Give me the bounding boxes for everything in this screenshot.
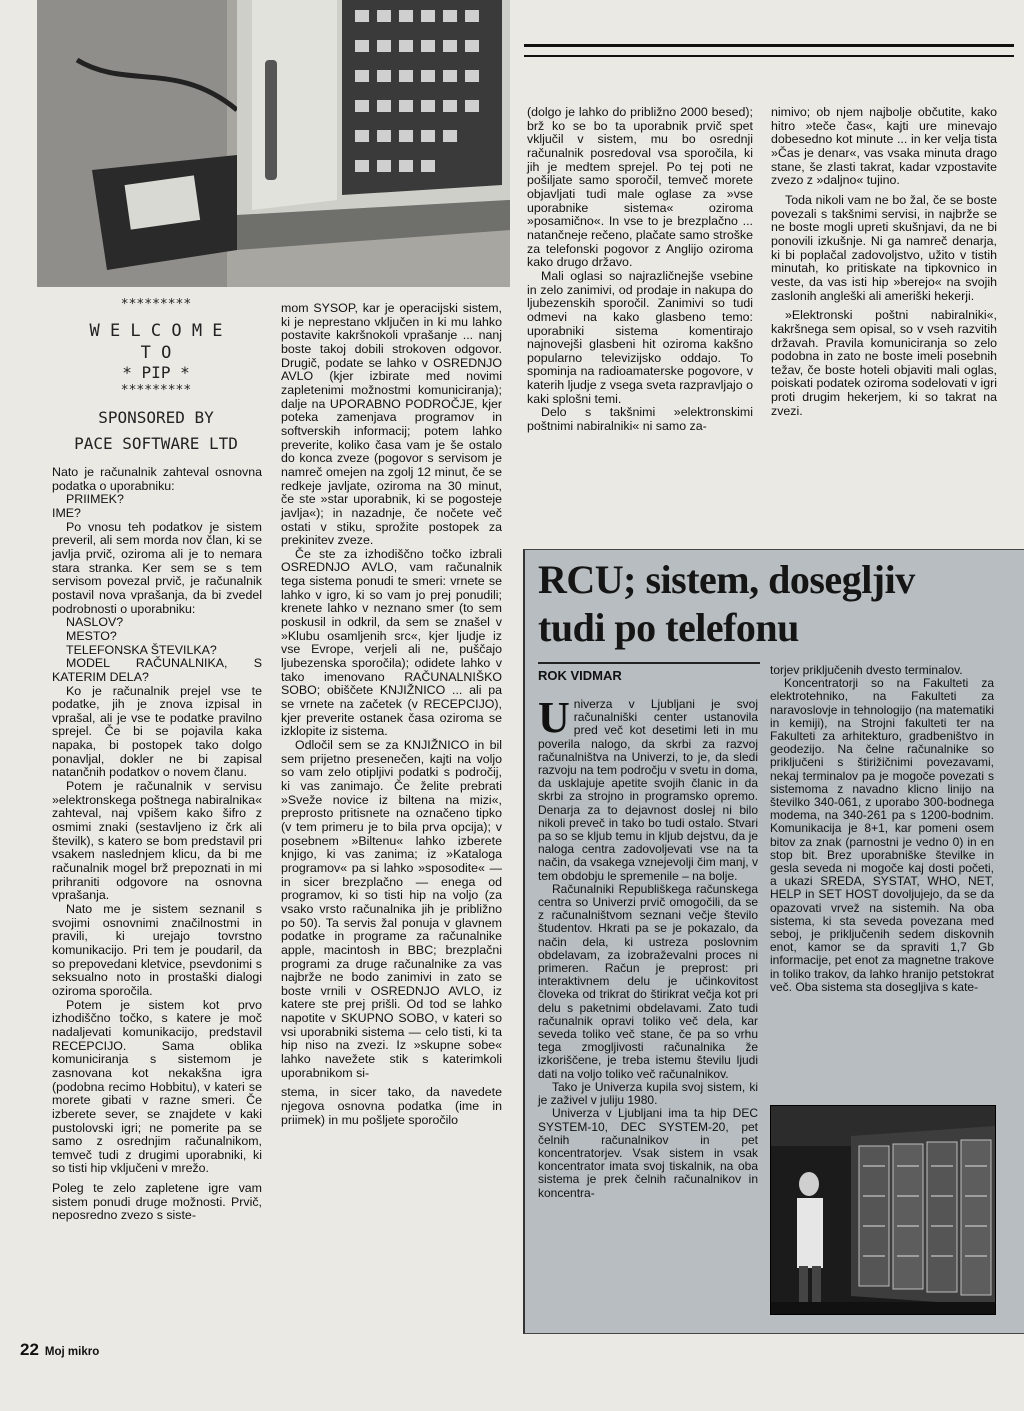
welcome-screen: [40, 296, 272, 457]
paragraph: Ko je računalnik prejel vse te podatke, jih je znova izpisal in vprašal, ali je vse te podatke pravilno sprejel. Če bi se pojavila kaka napaka, bi postopek tako dolgo ponavljal, dokler ne bi zapisal natančnih podatkov o novem članu.: [52, 683, 262, 780]
paragraph: niverza v Ljubljani je svoj računalniški center ustanovila pred več kot desetimi leti in mu poverila nalogo, da skrbi za razvoj računalništva na Univerzi, to je, da sledi razvoju na tem področju v svetu in doma, da usklajuje apetite svojih članic in da skrbi za strojno in programsko opremo. Denarja za to dejavnost doslej ni bilo nikoli preveč in tako bo tudi ostalo. Stvari pa so se kljub temu in kljub dejstvu, da je naloga centra zadovoljevati vse na ta način, da vsakega vznejevolji čim manj, v tem obdobju le spremenile – na bolje.: [538, 697, 758, 883]
paragraph: PRIIMEK?: [66, 492, 124, 507]
article-headline: [538, 556, 1018, 652]
paragraph: (dolgo je lahko do približno 2000 besed); brž ko se bo ta uporabnik prvič spet vključil v sistem, mu bo osrednji računalnik posredoval vsa sporočila, ki jih je medtem sprejel. Po tej poti ne pošiljate samo sporočil, temveč morete objavljati tudi male oglase za »vse uporabnike sistema« oziroma »posamično«. In vse to je brezplačno ... natančneje rečeno, plačate samo stroške za telefonski pogovor z Anglijo oziroma kako drugo državo.: [527, 105, 753, 270]
to-line: T O: [140, 343, 172, 363]
paragraph: stema, in sicer tako, da navedete njegova osnovna podatka (ime in priimek) in mu pošljete sporočilo: [281, 1085, 502, 1127]
computer-room-photo: [770, 1105, 996, 1315]
paragraph: mom SYSOP, kar je operacijski sistem, ki je neprestano vključen in ki mu lahko postavite kakršnokoli vprašanje ... nanj boste takoj dobili strokoven odgovor. Drugič, podate se lahko v OSREDNJO AVLO (kjer izbirate med novimi zapletenimi možnostmi komuniciranja); dalje na UPORABNO PODROČJE, kjer poteka zamenjava programov in softverskih informacij; potem lahko preverite, koliko časa vam je še ostalo do konca zveze (pogovor s servisom je namreč omejen na zgolj 12 minut, če se redkeje javljate, oziroma na 30 minut, če ste »star uporabnik, ki se pogosteje javlja«); in nazadnje, če nočete več ostati v stiku, sprožite postopek za prekinitev zveze.: [281, 301, 502, 548]
paragraph: Delo s takšnimi »elektronskimi poštnimi nabiralniki« ni samo za-: [527, 405, 753, 434]
article-column-a: [538, 693, 758, 1200]
paragraph: Odločil sem se za KNJIŽNICO in bil sem prijetno presenečen, kajti na voljo so vam zelo otipljivi podatki s področij, ki vas zanimajo. Če želite prebrati »Sveže novice iz biltena na mizi«, preprosto pritisnete na označeno tipko (v tem primeru je to bila prva opcija); v posebnem »Biltenu« lahko izberete knjigo, ki vas zanima; iz »Kataloga programov« pa si lahko »sposodite« — in sicer brezplačno — enega od programov, ki so tisti hip na voljo (za vsako vrsto računalnika jih je približno po 50). Ta servis žal ponuja v glavnem podatke in programe za računalnike apple, macintosh in BBC; brezplačni programi za druge računalnike za vas najbrže ne bodo zanimivi in zato se boste vrnili v OSREDNJO AVLO, iz katere ste prej prišli. Od tod se lahko napotite v SKUPNO SOBO, v kateri so vsi uporabniki sistema — celo tisti, ki ta hip niso na zvezi. Iz »skupne sobe« lahko navežete stik s katerimkoli uporabnikom si-: [281, 738, 502, 1080]
paragraph: Toda nikoli vam ne bo žal, če se boste povezali s takšnimi servisi, in najbrže se ne boste mogli upreti skušnjavi, da ne bi ponovili izkušnje. Ni ga namreč denarja, ki bi poplačal zadovoljstvo, užito v tistih minutah, ko pritiskate na tipkovnico in veste, da vas isti hip »berejo« na svojih zaslonih angleški ali ameriški hekerji.: [771, 192, 997, 303]
paragraph: torjev priključenih dvesto terminalov.: [770, 663, 963, 677]
paragraph: Nato je računalnik zahteval osnovna podatka o uporabniku:: [52, 465, 262, 493]
paragraph: Potem je sistem kot prvo izhodiščno točko, s katere je moč nadaljevati komunikacijo, predstavil RECEPCIJO. Sama oblika komuniciranja s sistemom je zasnovana kot nekakšna igra (podobna recimo Hobbitu), v kateri se morete gibati v razne smeri. Če izberete sever, se znajdete v kaki pustolovski igri; ne pomerite pa se samo z osrednjim računalnikom, temveč tudi z drugimi uporabniki, ki so tisti hip vključeni v mrežo.: [52, 997, 262, 1176]
column-4: [771, 106, 997, 418]
column-1: [52, 466, 262, 1223]
company-line: PACE SOFTWARE LTD: [74, 434, 238, 453]
sponsored-line: SPONSORED BY: [98, 408, 214, 427]
rule-top-thick: [524, 44, 1014, 47]
article-author: ROK VIDMAR: [538, 668, 622, 683]
stars-bottom: *********: [120, 383, 192, 398]
paragraph: Potem je računalnik v servisu »elektronskega poštnega nabiralnika« zahteval, naj vpišem kako šifro z osmimi znaki (sestavljeno iz črk ali številk), s katero se bom predstavil pri vsakem naslednjem klicu, da bi me računalnik mogel brž prepoznati in mi prihraniti odgovore na osnovna vprašanja.: [52, 779, 262, 903]
paragraph: Po vnosu teh podatkov je sistem preveril, ali sem morda nov član, ki se javlja prvič, oziroma ali je to nemara stara stranka. Ker sem se s tem servisom povezal prvič, je računalnik postavil nova vprašanja, da bi zvedel podrobnosti o uporabniku:: [52, 519, 262, 616]
rule-top-thin: [524, 55, 1014, 57]
headline-line-2: tudi po telefonu: [538, 605, 799, 650]
paragraph: TELEFONSKA ŠTEVILKA?: [66, 642, 217, 657]
headline-line-1: RCU; sistem, dosegljiv: [538, 557, 915, 602]
paragraph: Nato me je sistem seznanil s svojimi osnovnimi značilnostmi in pravili, ki urejajo tovrstno komunikacijo. Pri tem je poudaril, da so prepovedani kletvice, psevdonimi s seksualno noto in prostaški dialogi oziroma sporočila.: [52, 902, 262, 998]
paragraph: Univerza v Ljubljani ima ta hip DEC SYSTEM-10, DEC SYSTEM-20, pet čelnih računalnikov in pet koncentratorjev. Vsak sistem in vsak koncentrator imata svoj tiskalnik, na oba sistema je prek čelnih računalnikov in koncentra-: [538, 1106, 758, 1200]
welcome-line: W E L C O M E: [89, 321, 223, 341]
computer-photo: [37, 0, 510, 287]
drop-cap: U: [538, 693, 570, 742]
column-2: [281, 302, 502, 1127]
page-footer: [20, 1340, 99, 1360]
paragraph: »Elektronski poštni nabiralniki«, kakršnega sem opisal, so v vseh razvitih državah. Pravila komuniciranja so zelo podobna in zato ne boste imeli posebnih težav, če boste hoteli objaviti mali oglas, poiskati podatek oziroma sodelovati v igri proti drugim hekerjem, ki so takrat na zvezi.: [771, 308, 997, 418]
column-3: [527, 106, 753, 434]
paragraph: Če ste za izhodiščno točko izbrali OSREDNJO AVLO, vam računalnik tega sistema ponudi te smeri: vrnete se lahko v igro, ki so vam jo prej ponudili; krenete lahko v neznano smer (to sem poskusil in odkril, da sem se znašel v »Klubu osamljenih src«, kjer ljudje iz vse Evrope, verjeli ali ne, puščajo ljubezenska sporočila); odidete lahko v tako imenovano RAČUNALNIŠKO SOBO; obiščete KNJIŽNICO ... ali pa se vrnete na začetek (v RECEPCIJO), kjer preverite ostanek časa oziroma se izklopite iz sistema.: [281, 546, 502, 739]
paragraph: Koncentratorji so na Fakulteti za elektrotehniko, na Fakulteti za naravoslovje in tehnologijo (na matematiki in kemiji), na Strojni fakulteti ter na Fakulteti za arhitekturo, gradbeništvo in geodezijo. Na čelne računalnike so priključeni s štirižičnimi povezavami, nekaj terminalov pa je mogoče povezati s sistemoma z navadno klicno linijo na številko 340-061, z uporabo 300-bodnega modema, na 340-261 pa s 1200-bodnim. Komunikacija je 8+1, kar pomeni osem bitov za znak (parnostni je vedno 0) in en stop bit. Brez uporabniške številke in gesla seveda ni mogoče kaj dosti početi, a ukazi SREDA, SYSTAT, WHO, NET, HELP in SET HOST dovoljujejo, da se da opazovati vrvež na sistemih. Na oba sistema, ki sta seveda povezana med seboj, je priključenih sedem diskovnih enot, kamor se da spraviti 1,7 Gb informacije, pet enot za magnetne trakove in toliko trakov, da lahko hranijo petstokrat več. Oba sistema sta dosegljiva s kate-: [770, 676, 994, 994]
paragraph: Poleg te zelo zapletene igre vam sistem ponudi druge možnosti. Prvič, neposredno zvezo s siste-: [52, 1181, 262, 1223]
paragraph: Računalniki Republiškega računskega centra so Univerzi prvič omogočili, da se z računalništvom seznani večje število študentov. Hkrati pa se je pokazalo, da način dela, ki ustreza poslovnim obdelavam, za izobraževalni proces ni primeren. Račun je preprost: pri interaktivnem delu je učinkovitost človeka od trikrat do štirikrat večja kot pri delu s paketnimi obdelavami. Zato tudi računalnik opravi toliko več dela, kar seveda toliko več stane, če pa so vrhu tega zmogljivosti računalnika že izkoriščene, je treba istemu številu ljudi dati na voljo toliko več računalnikov.: [538, 881, 758, 1081]
paragraph: MESTO?: [66, 628, 117, 643]
magazine-name: Moj mikro: [44, 1346, 100, 1358]
paragraph: nimivo; ob njem najbolje občutite, kako hitro »teče čas«, kajti ure minevajo dobesedno kot minute ... in ker velja tista »Čas je denar«, vas vsaka minuta drago stane, še zlasti takrat, kadar vzpostavite zvezo z »daljno« tujino.: [771, 105, 997, 188]
paragraph: NASLOV?: [66, 615, 124, 630]
page-number: 22: [20, 1340, 39, 1359]
stars-top: *********: [120, 297, 192, 312]
author-rule: [538, 662, 760, 664]
paragraph: IME?: [52, 505, 81, 520]
paragraph: Tako je Univerza kupila svoj sistem, ki je zaživel v juliju 1980.: [538, 1079, 758, 1108]
paragraph: MODEL RAČUNALNIKA, S KATERIM DELA?: [52, 656, 262, 684]
article-column-b: [770, 664, 994, 994]
pip-line: * PIP *: [122, 363, 190, 382]
paragraph: Mali oglasi so najrazličnejše vsebine in zelo zanimivi, od prodaje in nakupa do ljubezenskih sporočil. Zanimivi so tudi odmevi na kako glasbeno temo: uporabniki sistema komentirajo najnovejši glasbeni hit oziroma kakšno popularno televizijsko oddajo. To spominja na radioamaterske pogovore, v katerih ljudje z vsega sveta razpravljajo o kaki splošni temi.: [527, 268, 753, 406]
